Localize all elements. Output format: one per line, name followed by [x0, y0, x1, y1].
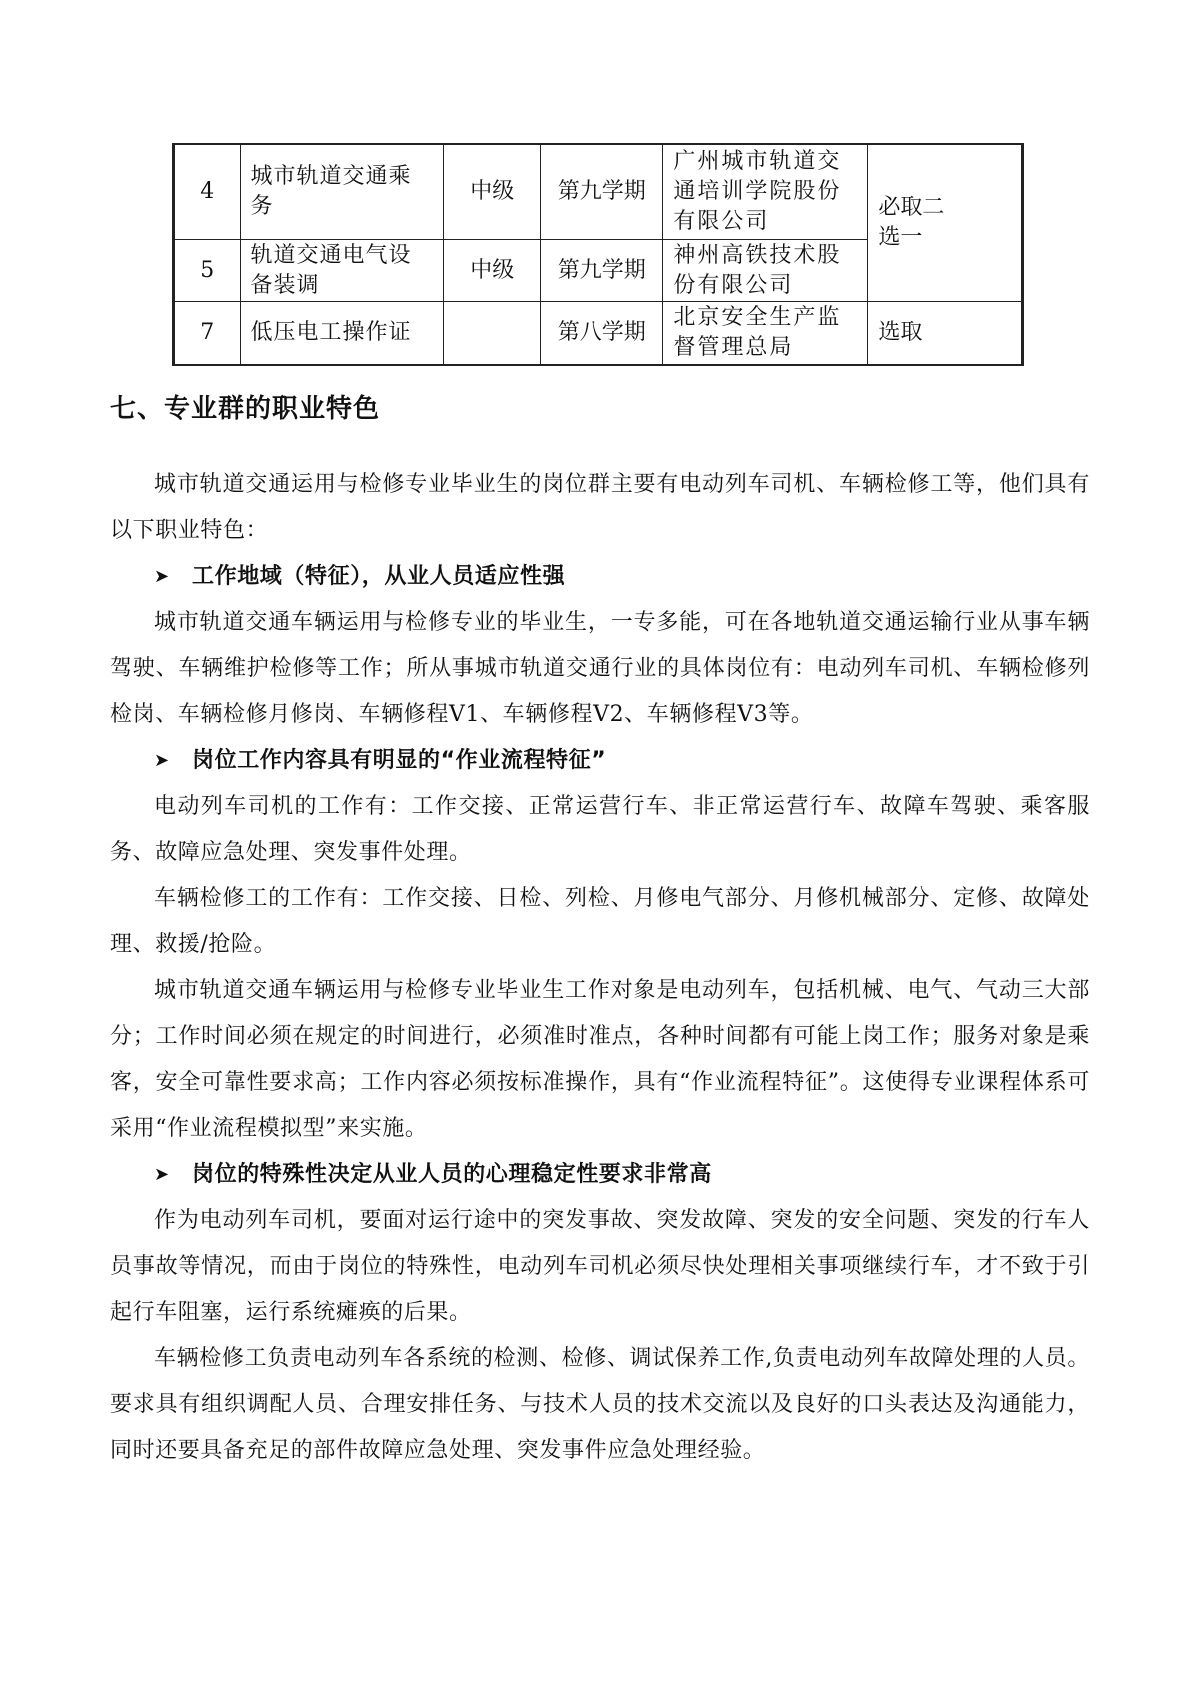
section-body — [110, 462, 1090, 1474]
row-number: 4 — [174, 144, 241, 240]
body-paragraph: 城市轨道交通车辆运用与检修专业毕业生工作对象是电动列车，包括机械、电气、气动三大部分；工作时间必须在规定的时间进行，必须准时准点，各种时间都有可能上岗工作；服务对象是乘客，安全可靠性要求高；工作内容必须按标准操作，具有“作业流程特征”。这使得专业课程体系可采用“作业流程模拟型”来实施。 — [110, 978, 1090, 1141]
arrow-bullet-icon: ➤ — [154, 1164, 170, 1185]
feature-heading — [110, 1152, 1090, 1198]
feature-heading — [110, 738, 1090, 784]
body-paragraph: 车辆检修工负责电动列车各系统的检测、检修、调试保养工作,负责电动列车故障处理的人员。要求具有组织调配人员、合理安排任务、与技术人员的技术交流以及良好的口头表达及沟通能力，同时还要具备充足的部件故障应急处理、突发事件应急处理经验。 — [110, 1346, 1090, 1463]
table-row — [174, 302, 1023, 366]
certificate-level: 中级 — [444, 144, 541, 240]
certificate-term: 第八学期 — [541, 302, 663, 366]
selection-note-text: 必取二选一 — [878, 195, 945, 250]
feature-heading-text: 岗位工作内容具有明显的“作业流程特征” — [192, 748, 607, 773]
selection-note — [868, 144, 1023, 302]
body-paragraph: 作为电动列车司机，要面对运行途中的突发事故、突发故障、突发的安全问题、突发的行车人员事故等情况，而由于岗位的特殊性，电动列车司机必须尽快处理相关事项继续行车，才不致于引起行车阻塞，运行系统瘫痪的后果。 — [110, 1208, 1090, 1325]
body-paragraph: 电动列车司机的工作有：工作交接、正常运营行车、非正常运营行车、故障车驾驶、乘客服务、故障应急处理、突发事件处理。 — [110, 794, 1090, 865]
issuing-organization: 北京安全生产监督管理总局 — [663, 302, 868, 366]
certificate-term: 第九学期 — [541, 240, 663, 302]
certificate-level: 中级 — [444, 240, 541, 302]
certificate-level — [444, 302, 541, 366]
intro-paragraph: 城市轨道交通运用与检修专业毕业生的岗位群主要有电动列车司机、车辆检修工等，他们具有以下职业特色： — [110, 472, 1090, 543]
body-paragraph: 车辆检修工的工作有：工作交接、日检、列检、月修电气部分、月修机械部分、定修、故障处理、救援/抢险。 — [110, 886, 1090, 957]
certificate-table — [172, 143, 1024, 366]
certificate-name: 城市轨道交通乘务 — [240, 144, 444, 240]
issuing-organization: 神州高铁技术股份有限公司 — [663, 240, 868, 302]
arrow-bullet-icon: ➤ — [154, 750, 170, 771]
feature-heading — [110, 554, 1090, 600]
section-title: 七、专业群的职业特色 — [110, 394, 381, 424]
table-row — [174, 144, 1023, 240]
feature-heading-text: 岗位的特殊性决定从业人员的心理稳定性要求非常高 — [192, 1162, 712, 1187]
row-number: 5 — [174, 240, 241, 302]
row-number: 7 — [174, 302, 241, 366]
body-paragraph: 城市轨道交通车辆运用与检修专业的毕业生，一专多能，可在各地轨道交通运输行业从事车辆驾驶、车辆维护检修等工作；所从事城市轨道交通行业的具体岗位有：电动列车司机、车辆检修列检岗、车辆检修月修岗、车辆修程V1、车辆修程V2、车辆修程V3等。 — [110, 610, 1090, 727]
issuing-organization: 广州城市轨道交通培训学院股份有限公司 — [663, 144, 868, 240]
selection-note: 选取 — [868, 302, 1023, 366]
certificate-name: 轨道交通电气设备装调 — [240, 240, 444, 302]
certificate-term: 第九学期 — [541, 144, 663, 240]
certificate-name: 低压电工操作证 — [240, 302, 444, 366]
feature-heading-text: 工作地域（特征），从业人员适应性强 — [192, 564, 566, 589]
arrow-bullet-icon: ➤ — [154, 566, 170, 587]
